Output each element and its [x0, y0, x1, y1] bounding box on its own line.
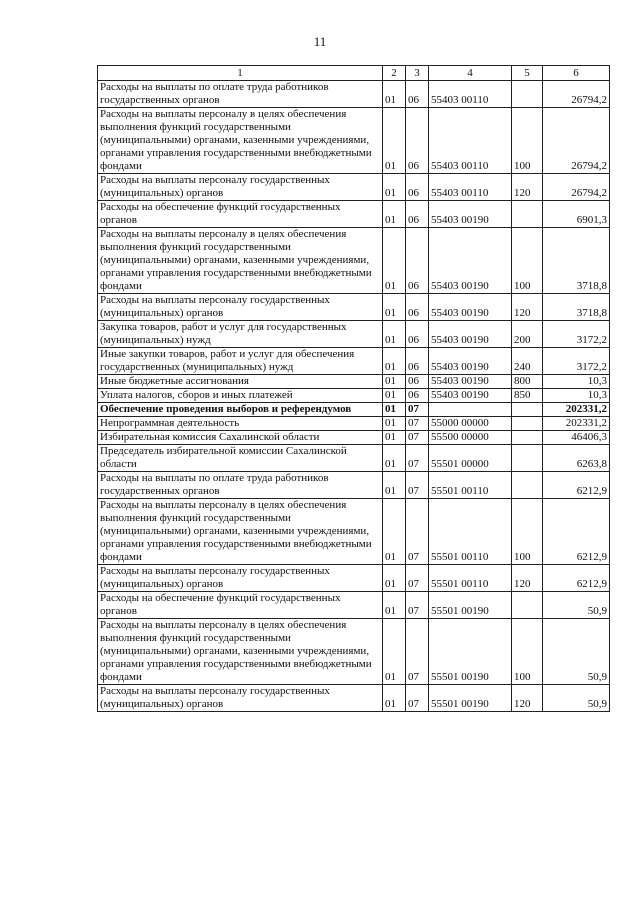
- row-target-code-cell: 55501 00110: [429, 565, 512, 592]
- row-section-cell: 01: [383, 294, 406, 321]
- row-name-cell: Избирательная комиссия Сахалинской области: [98, 431, 383, 445]
- row-section-cell: 01: [383, 619, 406, 685]
- row-section-cell: 01: [383, 431, 406, 445]
- table-row: [98, 108, 610, 174]
- row-expense-type-cell: 100: [512, 108, 543, 174]
- row-section-cell: 01: [383, 228, 406, 294]
- row-subsection-cell: 07: [406, 499, 429, 565]
- row-target-code-cell: 55500 00000: [429, 431, 512, 445]
- row-expense-type-cell: 100: [512, 619, 543, 685]
- row-name-cell: Закупка товаров, работ и услуг для государственных (муниципальных) нужд: [98, 321, 383, 348]
- row-amount-cell: 26794,2: [543, 108, 610, 174]
- row-target-code-cell: 55403 00190: [429, 389, 512, 403]
- row-target-code-cell: 55403 00190: [429, 348, 512, 375]
- row-amount-cell: 202331,2: [543, 403, 610, 417]
- row-name-cell: Расходы на выплаты персоналу в целях обеспечения выполнения функций государственными (муниципальными) органами, казенными учреждениями, органами управления государственными внебюджетными фондами: [98, 228, 383, 294]
- row-subsection-cell: 06: [406, 375, 429, 389]
- row-subsection-cell: 06: [406, 348, 429, 375]
- row-target-code-cell: 55501 00110: [429, 472, 512, 499]
- row-amount-cell: 6212,9: [543, 472, 610, 499]
- row-target-code-cell: 55501 00190: [429, 619, 512, 685]
- row-amount-cell: 26794,2: [543, 81, 610, 108]
- row-name-cell: Расходы на выплаты персоналу в целях обеспечения выполнения функций государственными (муниципальными) органами, казенными учреждениями, органами управления государственными внебюджетными фондами: [98, 499, 383, 565]
- row-section-cell: 01: [383, 321, 406, 348]
- row-subsection-cell: 07: [406, 565, 429, 592]
- row-expense-type-cell: [512, 472, 543, 499]
- row-amount-cell: 10,3: [543, 389, 610, 403]
- column-header: 5: [512, 66, 543, 81]
- row-target-code-cell: 55403 00110: [429, 174, 512, 201]
- row-name-cell: Иные бюджетные ассигнования: [98, 375, 383, 389]
- row-section-cell: 01: [383, 201, 406, 228]
- row-amount-cell: 6212,9: [543, 565, 610, 592]
- table-row: [98, 174, 610, 201]
- column-header: 6: [543, 66, 610, 81]
- row-amount-cell: 10,3: [543, 375, 610, 389]
- table-row: [98, 417, 610, 431]
- row-name-cell: Уплата налогов, сборов и иных платежей: [98, 389, 383, 403]
- row-subsection-cell: 07: [406, 403, 429, 417]
- row-name-cell: Иные закупки товаров, работ и услуг для обеспечения государственных (муниципальных) нужд: [98, 348, 383, 375]
- row-expense-type-cell: [512, 81, 543, 108]
- row-expense-type-cell: [512, 445, 543, 472]
- row-section-cell: 01: [383, 81, 406, 108]
- table-header-row: [98, 66, 610, 81]
- row-subsection-cell: 06: [406, 228, 429, 294]
- row-amount-cell: 3718,8: [543, 294, 610, 321]
- row-expense-type-cell: [512, 403, 543, 417]
- row-target-code-cell: 55501 00000: [429, 445, 512, 472]
- budget-table: [97, 65, 610, 712]
- row-subsection-cell: 07: [406, 619, 429, 685]
- row-name-cell: Председатель избирательной комиссии Сахалинской области: [98, 445, 383, 472]
- row-expense-type-cell: 120: [512, 565, 543, 592]
- row-subsection-cell: 06: [406, 321, 429, 348]
- row-target-code-cell: 55403 00110: [429, 81, 512, 108]
- row-target-code-cell: 55501 00190: [429, 592, 512, 619]
- row-amount-cell: 6263,8: [543, 445, 610, 472]
- table-row: [98, 565, 610, 592]
- table-row: [98, 403, 610, 417]
- table-row: [98, 592, 610, 619]
- table-row: [98, 348, 610, 375]
- row-name-cell: Расходы на выплаты персоналу государственных (муниципальных) органов: [98, 294, 383, 321]
- row-target-code-cell: 55403 00190: [429, 321, 512, 348]
- row-subsection-cell: 06: [406, 108, 429, 174]
- row-expense-type-cell: [512, 431, 543, 445]
- row-amount-cell: 46406,3: [543, 431, 610, 445]
- row-amount-cell: 6212,9: [543, 499, 610, 565]
- row-expense-type-cell: 100: [512, 228, 543, 294]
- row-target-code-cell: 55403 00190: [429, 228, 512, 294]
- row-target-code-cell: 55403 00190: [429, 375, 512, 389]
- row-subsection-cell: 07: [406, 592, 429, 619]
- row-name-cell: Расходы на выплаты по оплате труда работников государственных органов: [98, 472, 383, 499]
- row-amount-cell: 50,9: [543, 592, 610, 619]
- row-expense-type-cell: 850: [512, 389, 543, 403]
- row-expense-type-cell: 120: [512, 685, 543, 712]
- row-target-code-cell: [429, 403, 512, 417]
- row-expense-type-cell: 100: [512, 499, 543, 565]
- row-target-code-cell: 55403 00190: [429, 201, 512, 228]
- row-name-cell: Расходы на обеспечение функций государственных органов: [98, 201, 383, 228]
- table-row: [98, 431, 610, 445]
- row-subsection-cell: 07: [406, 431, 429, 445]
- row-expense-type-cell: 240: [512, 348, 543, 375]
- column-header: 3: [406, 66, 429, 81]
- row-expense-type-cell: [512, 592, 543, 619]
- row-expense-type-cell: [512, 417, 543, 431]
- row-section-cell: 01: [383, 417, 406, 431]
- row-amount-cell: 3172,2: [543, 348, 610, 375]
- column-header: 1: [98, 66, 383, 81]
- row-target-code-cell: 55000 00000: [429, 417, 512, 431]
- table-row: [98, 619, 610, 685]
- row-expense-type-cell: 800: [512, 375, 543, 389]
- row-name-cell: Расходы на выплаты персоналу государственных (муниципальных) органов: [98, 565, 383, 592]
- row-amount-cell: 3172,2: [543, 321, 610, 348]
- row-section-cell: 01: [383, 348, 406, 375]
- row-target-code-cell: 55501 00190: [429, 685, 512, 712]
- row-amount-cell: 202331,2: [543, 417, 610, 431]
- row-target-code-cell: 55403 00190: [429, 294, 512, 321]
- row-amount-cell: 50,9: [543, 619, 610, 685]
- row-subsection-cell: 07: [406, 417, 429, 431]
- row-section-cell: 01: [383, 499, 406, 565]
- row-subsection-cell: 06: [406, 294, 429, 321]
- row-name-cell: Расходы на обеспечение функций государственных органов: [98, 592, 383, 619]
- row-subsection-cell: 06: [406, 81, 429, 108]
- table-row: [98, 294, 610, 321]
- row-name-cell: Расходы на выплаты персоналу в целях обеспечения выполнения функций государственными (муниципальными) органами, казенными учреждениями, органами управления государственными внебюджетными фондами: [98, 619, 383, 685]
- row-amount-cell: 50,9: [543, 685, 610, 712]
- row-section-cell: 01: [383, 445, 406, 472]
- row-subsection-cell: 07: [406, 685, 429, 712]
- row-subsection-cell: 06: [406, 174, 429, 201]
- page-number: 11: [313, 34, 327, 49]
- row-name-cell: Расходы на выплаты персоналу государственных (муниципальных) органов: [98, 685, 383, 712]
- table-row: [98, 389, 610, 403]
- row-expense-type-cell: 120: [512, 294, 543, 321]
- table-row: [98, 445, 610, 472]
- table-row: [98, 201, 610, 228]
- row-expense-type-cell: [512, 201, 543, 228]
- row-name-cell: Расходы на выплаты персоналу государственных (муниципальных) органов: [98, 174, 383, 201]
- row-section-cell: 01: [383, 375, 406, 389]
- row-section-cell: 01: [383, 403, 406, 417]
- row-section-cell: 01: [383, 108, 406, 174]
- row-section-cell: 01: [383, 685, 406, 712]
- table-row: [98, 472, 610, 499]
- row-subsection-cell: 07: [406, 445, 429, 472]
- table-row: [98, 375, 610, 389]
- row-target-code-cell: 55501 00110: [429, 499, 512, 565]
- row-section-cell: 01: [383, 472, 406, 499]
- row-amount-cell: 3718,8: [543, 228, 610, 294]
- row-subsection-cell: 06: [406, 389, 429, 403]
- row-subsection-cell: 07: [406, 472, 429, 499]
- table-row: [98, 321, 610, 348]
- row-section-cell: 01: [383, 174, 406, 201]
- table-row: [98, 499, 610, 565]
- row-expense-type-cell: 200: [512, 321, 543, 348]
- row-expense-type-cell: 120: [512, 174, 543, 201]
- row-subsection-cell: 06: [406, 201, 429, 228]
- row-section-cell: 01: [383, 565, 406, 592]
- row-section-cell: 01: [383, 389, 406, 403]
- row-name-cell: Непрограммная деятельность: [98, 417, 383, 431]
- row-section-cell: 01: [383, 592, 406, 619]
- row-name-cell: Обеспечение проведения выборов и референдумов: [98, 403, 383, 417]
- row-amount-cell: 6901,3: [543, 201, 610, 228]
- table-row: [98, 685, 610, 712]
- table-row: [98, 228, 610, 294]
- row-name-cell: Расходы на выплаты персоналу в целях обеспечения выполнения функций государственными (муниципальными) органами, казенными учреждениями, органами управления государственными внебюджетными фондами: [98, 108, 383, 174]
- row-amount-cell: 26794,2: [543, 174, 610, 201]
- column-header: 2: [383, 66, 406, 81]
- table-row: [98, 81, 610, 108]
- column-header: 4: [429, 66, 512, 81]
- row-name-cell: Расходы на выплаты по оплате труда работников государственных органов: [98, 81, 383, 108]
- row-target-code-cell: 55403 00110: [429, 108, 512, 174]
